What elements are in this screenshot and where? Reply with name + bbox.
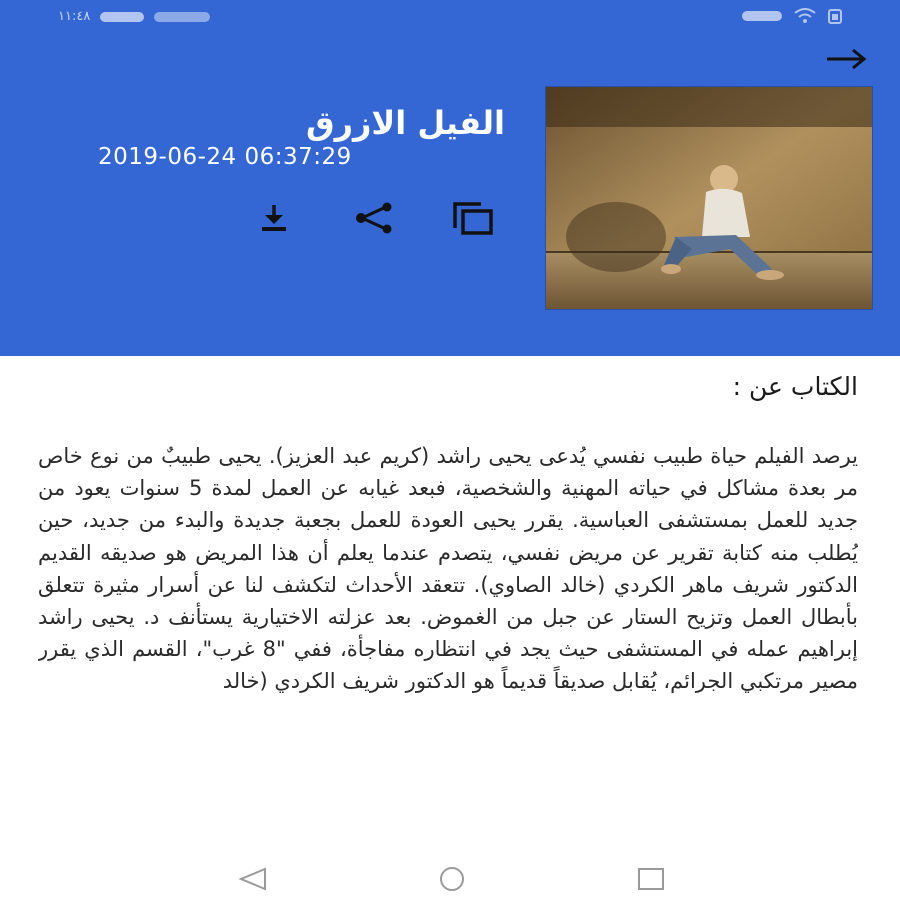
back-nav-icon xyxy=(235,866,271,892)
nav-back-button[interactable] xyxy=(235,866,271,896)
copy-button[interactable] xyxy=(451,198,495,238)
recents-nav-icon xyxy=(633,866,669,892)
book-title: الفيل الازرق xyxy=(305,104,505,142)
arrow-right-icon xyxy=(825,48,867,70)
download-button[interactable] xyxy=(252,198,296,238)
network-speed-icon xyxy=(154,12,210,22)
battery-icon xyxy=(828,8,842,24)
publish-datetime: 2019-06-24 06:37:29 xyxy=(98,144,352,170)
notification-icon xyxy=(100,12,144,22)
book-cover-image xyxy=(545,86,873,310)
signal-icon xyxy=(742,9,782,23)
download-icon xyxy=(257,203,291,233)
wifi-icon xyxy=(794,8,816,24)
book-header xyxy=(0,0,900,356)
cover-artwork xyxy=(546,87,872,309)
back-button[interactable] xyxy=(822,44,870,74)
nav-home-button[interactable] xyxy=(432,866,472,896)
status-bar xyxy=(0,0,900,34)
share-icon xyxy=(354,202,394,234)
clock-text: ١١:٤٨ xyxy=(58,9,91,24)
home-nav-icon xyxy=(432,866,472,892)
nav-recents-button[interactable] xyxy=(633,866,669,896)
system-nav-bar xyxy=(0,860,900,900)
book-description: يرصد الفيلم حياة طبيب نفسي يُدعى يحيى راشد (كريم عبد العزيز). يحيى طبيبٌ من نوع خاص مر بعدة مشاكل في حياته المهنية والشخصية، فبعد غيابه عن العمل لمدة 5 سنوات يعود من جديد للعمل بمستشفى العباسية. يقرر يحيى العودة للعمل بجعبة جديدة والبدء من جديد، حين يُطلب منه كتابة تقرير عن مريض نفسي، يتصدم عندما يعلم أن هذا المريض هو صديقه القديم الدكتور شريف ماهر الكردي (خالد الصاوي). تتعقد الأحداث لتكشف لنا عن أسرار مثيرة تتعلق بأبطال العمل وتزيح الستار عن جبل من الغموض. بعد عزلته الاختيارية يستأنف د. يحيى راشد إبراهيم عمله في المستشفى حيث يجد في انتظاره مفاجأة، ففي "8 غرب"، القسم الذي يقرر مصير مرتكبي الجرائم، يُقابل صديقاً قديماً هو الدكتور شريف الكردي (خالد xyxy=(38,444,858,694)
copy-icon xyxy=(451,200,495,236)
share-button[interactable] xyxy=(352,198,396,238)
about-heading: الكتاب عن : xyxy=(732,372,858,401)
